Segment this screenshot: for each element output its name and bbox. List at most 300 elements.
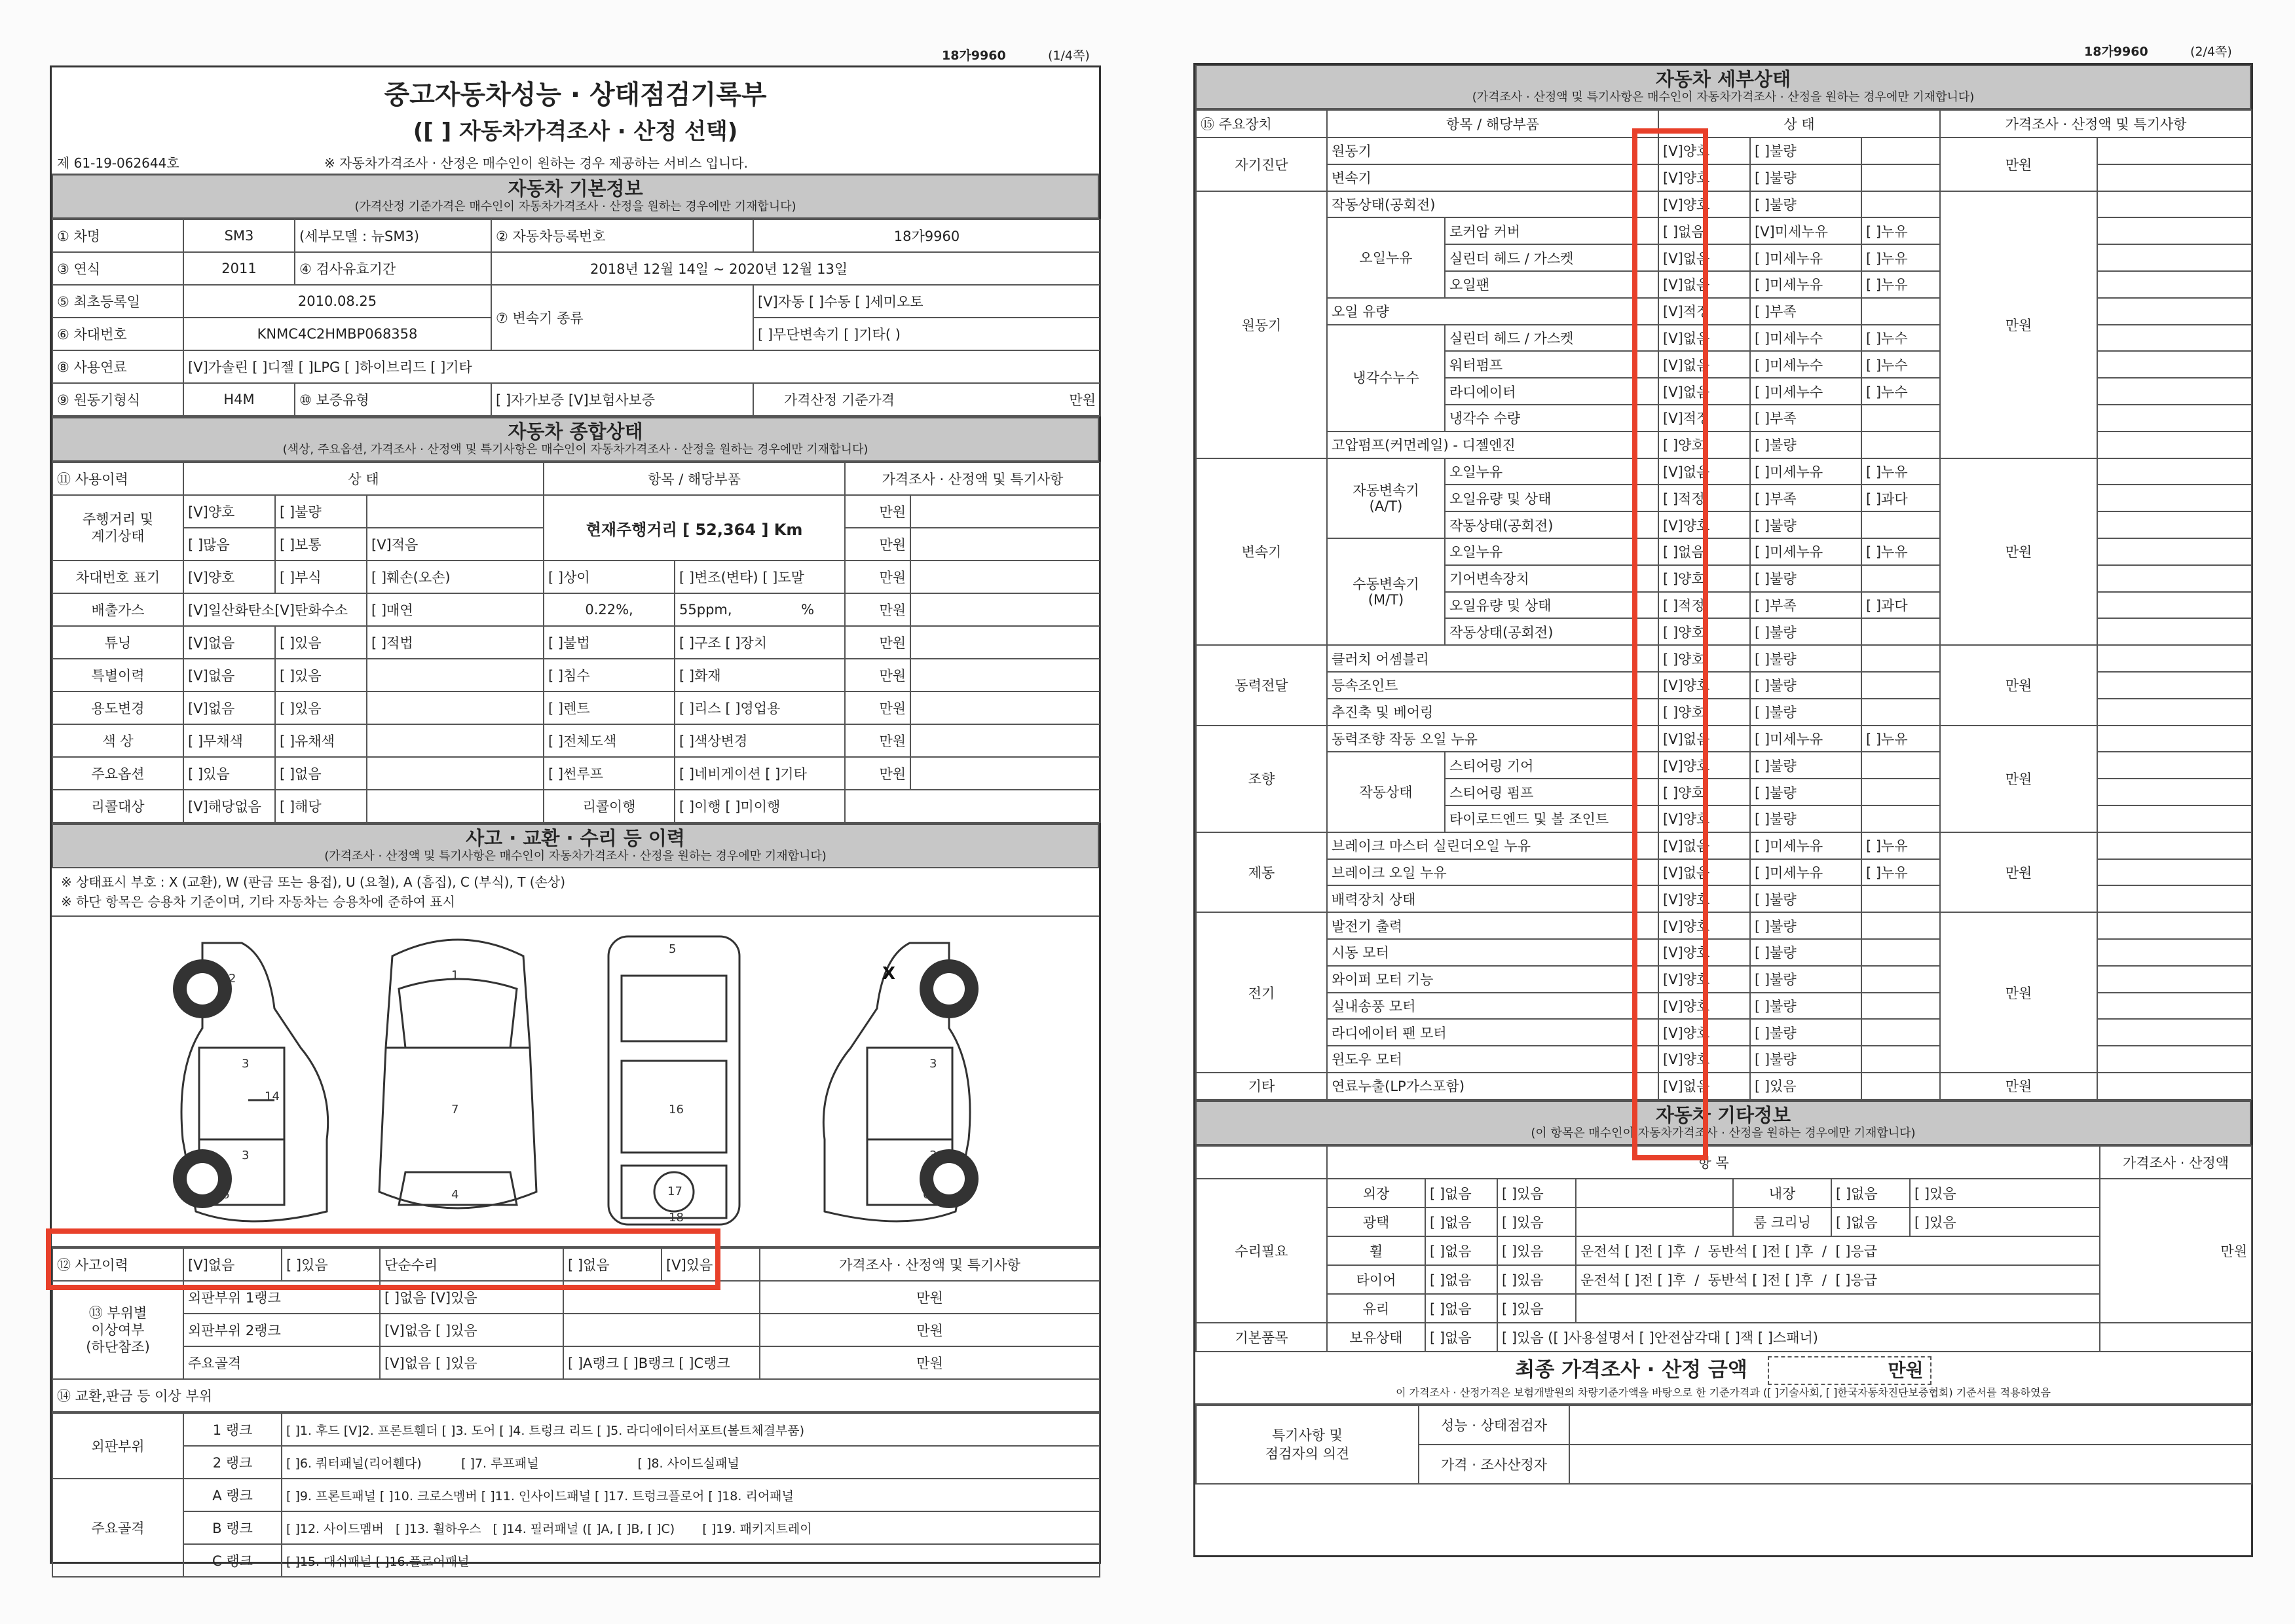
status-option-3: [ ]누유 bbox=[1861, 271, 1940, 298]
status-option-3 bbox=[1861, 138, 1940, 164]
price-note-cell bbox=[2097, 885, 2252, 912]
detail-row bbox=[1196, 726, 2252, 752]
status-option-2: [ ]부족 bbox=[1750, 592, 1861, 619]
use-business: [ ]영업용 bbox=[725, 701, 781, 716]
won-unit: 만원 bbox=[845, 757, 910, 790]
base-price bbox=[753, 383, 1100, 416]
header-price: 가격조사 · 산정액 및 특기사항 bbox=[1940, 110, 2252, 138]
status-option-3: [ ]누유 bbox=[1861, 859, 1940, 886]
price-note-cell bbox=[2097, 779, 2252, 805]
price-note-cell bbox=[2097, 726, 2252, 752]
final-price-section bbox=[1195, 1352, 2251, 1405]
status-option-2: [ ]불량 bbox=[1750, 912, 1861, 939]
rank-a-items: [ ]9. 프론트패널 [ ]10. 크로스멤버 [ ]11. 인사이드패널 [ ]17. 트렁크플로어 [ ]18. 리어패널 bbox=[282, 1479, 1100, 1511]
empty bbox=[910, 692, 1100, 724]
vin-painted: [ ]도말 bbox=[762, 570, 804, 585]
price-note-cell bbox=[2097, 298, 2252, 325]
final-price-box: 만원 bbox=[1768, 1356, 1931, 1385]
status-option-3: [ ]누수 bbox=[1861, 378, 1940, 405]
item-label: 냉각수 수량 bbox=[1445, 405, 1658, 432]
detail-row bbox=[1196, 138, 2252, 164]
gas-smoke: [ ]매연 bbox=[367, 593, 544, 626]
item-label: 오일팬 bbox=[1445, 271, 1658, 298]
won-unit: 만원 bbox=[2100, 1179, 2252, 1323]
status-option-2: [ ]불량 bbox=[1750, 966, 1861, 993]
frame-status bbox=[380, 1346, 563, 1379]
item-label: 동력조향 작동 오일 누유 bbox=[1327, 726, 1658, 752]
item-label: 작동상태(공회전) bbox=[1445, 618, 1658, 645]
status-option-2: [ ]부족 bbox=[1750, 485, 1861, 511]
outer2-status bbox=[380, 1314, 563, 1346]
device-subgroup-label: 수동변속기 (M/T) bbox=[1327, 538, 1445, 645]
valid-period bbox=[491, 252, 1100, 285]
status-option-2: [ ]불량 bbox=[1750, 191, 1861, 218]
status-option-3: [ ]누유 bbox=[1861, 458, 1940, 485]
status-option-2: [ ]불량 bbox=[1750, 805, 1861, 832]
status-option-2: [ ]불량 bbox=[1750, 939, 1861, 966]
label-vin: ⑥ 차대번호 bbox=[52, 318, 183, 350]
label-options: 주요옵션 bbox=[52, 757, 183, 790]
page-2 bbox=[1148, 0, 2295, 1624]
label-basic-items: 기본품목 bbox=[1196, 1323, 1327, 1352]
price-note-cell bbox=[2097, 565, 2252, 592]
gas-smoke-unit: % bbox=[801, 602, 815, 618]
recall-none: [V]해당없음 bbox=[183, 790, 275, 822]
status-option-3 bbox=[1861, 645, 1940, 672]
item-label: 타이로드엔드 및 볼 조인트 bbox=[1445, 805, 1658, 832]
status-option-2: [ ]미세누유 bbox=[1750, 726, 1861, 752]
status-option-3: [ ]누유 bbox=[1861, 726, 1940, 752]
repair-none: [ ]없음 bbox=[563, 1248, 662, 1281]
device-group-label: 원동기 bbox=[1196, 191, 1327, 458]
status-option-3 bbox=[1861, 565, 1940, 592]
item-label: 실내송풍 모터 bbox=[1327, 993, 1658, 1020]
form-frame-1 bbox=[50, 65, 1101, 1569]
label-base-price: 가격산정 기준가격 bbox=[784, 392, 895, 408]
status-option-3 bbox=[1861, 752, 1940, 779]
header-price-note: 가격조사 · 산정액 및 특기사항 bbox=[760, 1248, 1100, 1281]
option-yes: [ ]있음 bbox=[183, 757, 275, 790]
accident-yes: [ ]있음 bbox=[282, 1248, 380, 1281]
option-none: [ ]없음 bbox=[275, 757, 367, 790]
label-part-status: ⑬ 부위별 이상여부 (하단참조) bbox=[52, 1281, 183, 1379]
option-sunroof: [ ]썬루프 bbox=[544, 757, 675, 790]
label-main-frame-part: 주요골격 bbox=[52, 1479, 183, 1577]
status-option-1: [V]없음 bbox=[1658, 458, 1750, 485]
status-option-2: [ ]미세누유 bbox=[1750, 271, 1861, 298]
recall-yes: [ ]해당 bbox=[275, 790, 367, 822]
tune-structure: [ ]구조 bbox=[679, 635, 721, 651]
exterior-yes: [ ]있음 bbox=[1497, 1179, 1576, 1208]
price-note-cell bbox=[2097, 1073, 2252, 1099]
status-option-3: [ ]누수 bbox=[1861, 325, 1940, 352]
price-note-cell bbox=[2097, 939, 2252, 966]
trans-cvt: [ ]무단변속기 bbox=[758, 327, 840, 342]
outer2-yes: [ ]있음 bbox=[436, 1323, 477, 1338]
price-note-cell bbox=[2097, 1046, 2252, 1073]
label-gloss: 광택 bbox=[1327, 1208, 1425, 1236]
price-note-cell bbox=[2097, 699, 2252, 726]
status-option-2: [ ]불량 bbox=[1750, 511, 1861, 538]
empty bbox=[367, 495, 544, 528]
svg-text:3: 3 bbox=[242, 1149, 250, 1162]
status-option-1: [V]없음 bbox=[1658, 859, 1750, 886]
status-option-1: [V]없음 bbox=[1658, 832, 1750, 859]
color-achromatic: [ ]무채색 bbox=[183, 724, 275, 757]
outer2-none: [V]없음 bbox=[384, 1323, 432, 1338]
year-value: 2011 bbox=[183, 252, 295, 285]
remarks-table bbox=[1195, 1405, 2252, 1485]
status-option-3 bbox=[1861, 993, 1940, 1020]
empty bbox=[910, 495, 1100, 528]
vin-good: [V]양호 bbox=[183, 561, 275, 593]
status-option-3: [ ]누유 bbox=[1861, 217, 1940, 244]
svg-text:5: 5 bbox=[669, 942, 677, 956]
status-option-3 bbox=[1861, 779, 1940, 805]
price-note-cell bbox=[2097, 645, 2252, 672]
status-option-1: [V]양호 bbox=[1658, 138, 1750, 164]
label-color: 색 상 bbox=[52, 724, 183, 757]
owned-items: [ ]있음 ([ ]사용설명서 [ ]안전삼각대 [ ]잭 [ ]스패너) bbox=[1497, 1323, 2100, 1352]
valid-to: 2020년 12월 13일 bbox=[729, 261, 848, 277]
status-option-2: [ ]불량 bbox=[1750, 432, 1861, 458]
status-option-1: [V]양호 bbox=[1658, 164, 1750, 191]
label-use-change: 용도변경 bbox=[52, 692, 183, 724]
vin-altered: [ ]변조(변타) bbox=[679, 570, 758, 585]
item-label: 추진축 및 베어링 bbox=[1327, 699, 1658, 726]
gas-co: [V]일산화탄소 bbox=[188, 602, 275, 618]
status-option-2: [ ]불량 bbox=[1750, 779, 1861, 805]
status-option-1: [ ]양호 bbox=[1658, 699, 1750, 726]
status-option-2: [ ]불량 bbox=[1750, 565, 1861, 592]
label-outer-rank1: 외판부위 1랭크 bbox=[183, 1281, 380, 1314]
wheel-none: [ ]없음 bbox=[1425, 1236, 1497, 1265]
special-none: [V]없음 bbox=[183, 659, 275, 692]
status-option-1: [V]없음 bbox=[1658, 271, 1750, 298]
section-subtitle: (가격조사 · 산정액 및 특기사항은 매수인이 자동차가격조사 · 산정을 원하는 경우에만 기재합니다) bbox=[324, 849, 827, 863]
won-unit: 만원 bbox=[1940, 138, 2097, 191]
rank2-items: [ ]6. 쿼터패널(리어휀다) [ ]7. 루프패널 [ ]8. 사이드실패널 bbox=[282, 1446, 1100, 1479]
status-highlight-box bbox=[1632, 128, 1708, 1160]
status-option-1: [ ]양호 bbox=[1658, 432, 1750, 458]
owned-none: [ ]없음 bbox=[1425, 1323, 1497, 1352]
section-title: 자동차 종합상태 bbox=[508, 420, 643, 443]
status-option-2: [ ]미세누유 bbox=[1750, 538, 1861, 565]
status-option-1: [V]양호 bbox=[1658, 511, 1750, 538]
status-option-3 bbox=[1861, 164, 1940, 191]
status-option-2: [ ]불량 bbox=[1750, 618, 1861, 645]
detail-row bbox=[1196, 1073, 2252, 1099]
overall-table bbox=[52, 462, 1101, 823]
reg-note: ※ 자동차가격조사 · 산정은 매수인이 원하는 경우 제공하는 서비스 입니다. bbox=[324, 155, 748, 171]
svg-text:4: 4 bbox=[451, 1188, 459, 1202]
detail-row bbox=[1196, 912, 2252, 939]
price-note-cell bbox=[2097, 966, 2252, 993]
device-group-label: 자기진단 bbox=[1196, 138, 1327, 191]
label-wheel: 휠 bbox=[1327, 1236, 1425, 1265]
header-price: 가격조사 · 산정액 및 특기사항 bbox=[845, 462, 1100, 495]
accident-none: [V]없음 bbox=[183, 1248, 282, 1281]
mileage-good: [V]양호 bbox=[183, 495, 275, 528]
tire-yes: [ ]있음 bbox=[1497, 1265, 1576, 1294]
item-label: 라디에이터 bbox=[1445, 378, 1658, 405]
status-option-1: [V]없음 bbox=[1658, 726, 1750, 752]
form-title: 중고자동차성능 · 상태점검기록부 bbox=[384, 80, 767, 110]
svg-text:2: 2 bbox=[229, 972, 236, 986]
status-option-2: [ ]미세누수 bbox=[1750, 351, 1861, 378]
won-unit: 만원 bbox=[1940, 912, 2097, 1073]
price-note-cell bbox=[2097, 244, 2252, 271]
header-price: 가격조사 · 산정액 bbox=[2100, 1146, 2252, 1179]
reg-number-value: 18가9960 bbox=[753, 219, 1100, 252]
status-option-1: [V]양호 bbox=[1658, 191, 1750, 218]
outer1-none: [ ]없음 bbox=[384, 1290, 426, 1306]
status-option-1: [V]양호 bbox=[1658, 966, 1750, 993]
item-label: 연료누출(LP가스포함) bbox=[1327, 1073, 1658, 1099]
header-device: ⑮ 주요장치 bbox=[1196, 110, 1327, 138]
section-subtitle: (이 항목은 매수인이 자동차가격조사 · 산정을 원하는 경우에만 기재합니다) bbox=[1531, 1126, 1916, 1140]
final-price-line bbox=[1195, 1356, 2251, 1385]
status-option-1: [V]양호 bbox=[1658, 993, 1750, 1020]
interior-none: [ ]없음 bbox=[1831, 1179, 1910, 1208]
item-label: 오일누유 bbox=[1445, 538, 1658, 565]
price-note-cell bbox=[2097, 378, 2252, 405]
price-note-cell bbox=[2097, 164, 2252, 191]
empty bbox=[910, 757, 1100, 790]
svg-text:3: 3 bbox=[929, 1149, 937, 1162]
use-yes: [ ]있음 bbox=[275, 692, 367, 724]
vin-damage: [ ]훼손(오손) bbox=[367, 561, 544, 593]
page-number: (2/4쪽) bbox=[2190, 45, 2232, 59]
empty bbox=[367, 757, 544, 790]
won-unit: 만원 bbox=[1940, 832, 2097, 912]
label-rank2: 2 랭크 bbox=[183, 1446, 282, 1479]
use-none: [V]없음 bbox=[183, 692, 275, 724]
detail-table bbox=[1195, 109, 2252, 1100]
mileage-normal: [ ]보통 bbox=[275, 528, 367, 561]
price-note-cell bbox=[2097, 912, 2252, 939]
form-frame-2 bbox=[1193, 63, 2253, 1557]
price-note-cell bbox=[2097, 511, 2252, 538]
car-frame-view bbox=[608, 936, 739, 1225]
gas-values bbox=[675, 593, 845, 626]
label-glass: 유리 bbox=[1327, 1294, 1425, 1323]
status-option-1: [V]없음 bbox=[1658, 325, 1750, 352]
fuel-gasoline: [V]가솔린 bbox=[188, 360, 248, 375]
item-label: 스티어링 펌프 bbox=[1445, 779, 1658, 805]
status-option-3 bbox=[1861, 405, 1940, 432]
car-model: (세부모델 : 뉴SM3) bbox=[295, 219, 491, 252]
label-exterior: 외장 bbox=[1327, 1179, 1425, 1208]
vin-value: KNMC4C2HMBP068358 bbox=[183, 318, 491, 350]
tune-legal: [ ]적법 bbox=[367, 626, 544, 659]
symbol-notes bbox=[52, 868, 1099, 917]
status-option-1: [V]양호 bbox=[1658, 885, 1750, 912]
device-subgroup-label: 자동변속기 (A/T) bbox=[1327, 458, 1445, 538]
empty bbox=[367, 659, 544, 692]
use-more bbox=[675, 692, 845, 724]
won-unit: 만원 bbox=[760, 1281, 1100, 1314]
svg-text:7: 7 bbox=[451, 1103, 459, 1116]
status-option-3 bbox=[1861, 511, 1940, 538]
price-note-cell bbox=[2097, 191, 2252, 218]
price-note-cell bbox=[2097, 805, 2252, 832]
label-tuning: 튜닝 bbox=[52, 626, 183, 659]
price-note-cell bbox=[2097, 405, 2252, 432]
item-label: 워터펌프 bbox=[1445, 351, 1658, 378]
section-overall bbox=[52, 416, 1099, 462]
header-status: 상 태 bbox=[1658, 110, 1940, 138]
price-note-cell bbox=[2097, 832, 2252, 859]
empty bbox=[910, 659, 1100, 692]
price-note-cell bbox=[2097, 432, 2252, 458]
won-unit: 만원 bbox=[845, 659, 910, 692]
mileage-bad: [ ]불량 bbox=[275, 495, 367, 528]
label-accident: ⑫ 사고이력 bbox=[52, 1248, 183, 1281]
device-group-label: 제동 bbox=[1196, 832, 1327, 912]
section-detail bbox=[1195, 65, 2251, 109]
frame-none: [V]없음 bbox=[384, 1356, 432, 1371]
label-rank-a: A 랭크 bbox=[183, 1479, 282, 1511]
detail-row bbox=[1196, 832, 2252, 859]
label-reg-number: ② 자동차등록번호 bbox=[491, 219, 753, 252]
empty bbox=[2100, 1323, 2252, 1352]
item-label: 등속조인트 bbox=[1327, 672, 1658, 699]
svg-text:14: 14 bbox=[265, 1090, 280, 1103]
warranty-options bbox=[491, 383, 753, 416]
section-title: 자동차 세부상태 bbox=[1655, 68, 1791, 90]
item-label: 라디에이터 팬 모터 bbox=[1327, 1019, 1658, 1046]
reg-line bbox=[52, 147, 1099, 174]
color-change: [ ]색상변경 bbox=[675, 724, 845, 757]
status-option-2: [ ]불량 bbox=[1750, 1046, 1861, 1073]
item-label: 윈도우 모터 bbox=[1327, 1046, 1658, 1073]
item-label: 발전기 출력 bbox=[1327, 912, 1658, 939]
status-option-2: [ ]부족 bbox=[1750, 405, 1861, 432]
fuel-options bbox=[183, 350, 1100, 383]
rank1-items: [ ]1. 후드 [V]2. 프론트휀더 [ ]3. 도어 [ ]4. 트렁크 리드 [ ]5. 라디에이터서포트(볼트체결부품) bbox=[282, 1413, 1100, 1446]
price-note-cell bbox=[2097, 993, 2252, 1020]
header-status: 상 태 bbox=[183, 462, 544, 495]
car-diagram-area bbox=[52, 917, 1099, 1247]
label-appraiser: 가격 · 조사산정자 bbox=[1419, 1445, 1569, 1484]
doc-number: 18가9960 bbox=[942, 48, 1006, 63]
tune-none: [V]없음 bbox=[183, 626, 275, 659]
empty bbox=[910, 593, 1100, 626]
glass-none: [ ]없음 bbox=[1425, 1294, 1497, 1323]
won-unit: 만원 bbox=[760, 1314, 1100, 1346]
price-note-cell bbox=[2097, 138, 2252, 164]
tire-position: 운전석 [ ]전 [ ]후 / 동반석 [ ]전 [ ]후 / [ ]응급 bbox=[1576, 1265, 2100, 1294]
gloss-none: [ ]없음 bbox=[1425, 1208, 1497, 1236]
empty bbox=[845, 790, 1100, 822]
final-price-note: 이 가격조사 · 산정가격은 보험개발원의 차량기준가액을 바탕으로 한 기준가격과 ([ ]기술사회, [ ]한국자동차진단보증협회) 기준서를 적용하였음 bbox=[1396, 1386, 2051, 1399]
item-label: 오일 유량 bbox=[1327, 298, 1658, 325]
price-note-cell bbox=[2097, 217, 2252, 244]
status-option-3 bbox=[1861, 912, 1940, 939]
device-group-label: 조향 bbox=[1196, 726, 1327, 832]
price-note-cell bbox=[2097, 351, 2252, 378]
status-option-1: [ ]적정 bbox=[1658, 485, 1750, 511]
recall-not-done: [ ]미이행 bbox=[725, 799, 781, 815]
label-rank1: 1 랭크 bbox=[183, 1413, 282, 1446]
status-option-2: [ ]불량 bbox=[1750, 993, 1861, 1020]
won-unit: 만원 bbox=[845, 593, 910, 626]
option-navi: [ ]네비게이션 bbox=[679, 766, 761, 782]
option-other: [ ]기타 bbox=[765, 766, 807, 782]
status-option-3: [ ]누유 bbox=[1861, 538, 1940, 565]
svg-text:6: 6 bbox=[923, 1188, 931, 1202]
status-option-1: [V]양호 bbox=[1658, 1019, 1750, 1046]
label-emission: 배출가스 bbox=[52, 593, 183, 626]
won-unit: 만원 bbox=[1940, 1073, 2097, 1099]
svg-text:16: 16 bbox=[669, 1103, 684, 1116]
fuel-hybrid: [ ]하이브리드 bbox=[345, 360, 426, 375]
status-option-1: [V]양호 bbox=[1658, 1046, 1750, 1073]
item-label: 오일유량 및 상태 bbox=[1445, 592, 1658, 619]
status-option-2: [V]미세누유 bbox=[1750, 217, 1861, 244]
label-valid-period: ④ 검사유효기간 bbox=[295, 252, 491, 285]
section-title: 사고 · 교환 · 수리 등 이력 bbox=[466, 827, 685, 849]
price-note-cell bbox=[2097, 592, 2252, 619]
status-option-3 bbox=[1861, 885, 1940, 912]
label-transmission: ⑦ 변속기 종류 bbox=[491, 285, 753, 350]
item-label: 배력장치 상태 bbox=[1327, 885, 1658, 912]
current-mileage: 현재주행거리 [ 52,364 ] Km bbox=[544, 495, 845, 561]
trans-other: [ ]기타( ) bbox=[844, 327, 901, 342]
device-group-label: 기타 bbox=[1196, 1073, 1327, 1099]
status-option-1: [V]적정 bbox=[1658, 298, 1750, 325]
svg-text:3: 3 bbox=[242, 1057, 250, 1071]
tune-yes: [ ]있음 bbox=[275, 626, 367, 659]
status-option-2: [ ]미세누유 bbox=[1750, 244, 1861, 271]
won-unit: 만원 bbox=[845, 626, 910, 659]
label-rank-c: C 랭크 bbox=[183, 1544, 282, 1577]
price-note-cell bbox=[2097, 618, 2252, 645]
label-recall-done: 리콜이행 bbox=[544, 790, 675, 822]
label-outer-part: 외판부위 bbox=[52, 1413, 183, 1479]
other-info-table bbox=[1195, 1145, 2252, 1352]
label-recall: 리콜대상 bbox=[52, 790, 183, 822]
svg-text:6: 6 bbox=[222, 1188, 230, 1202]
svg-text:3: 3 bbox=[929, 1057, 937, 1071]
use-rent: [ ]렌트 bbox=[544, 692, 675, 724]
label-simple-repair: 단순수리 bbox=[380, 1248, 563, 1281]
section-title: 자동차 기타정보 bbox=[1655, 1103, 1791, 1126]
item-label: 작동상태(공회전) bbox=[1445, 511, 1658, 538]
fuel-other: [ ]기타 bbox=[430, 360, 472, 375]
transmission-row2 bbox=[753, 318, 1100, 350]
status-option-1: [ ]양호 bbox=[1658, 565, 1750, 592]
reg-number: 제 61-19-062644호 bbox=[57, 155, 179, 171]
won-unit: 만원 bbox=[1940, 645, 2097, 725]
status-option-2: [ ]불량 bbox=[1750, 752, 1861, 779]
label-main-frame: 주요골격 bbox=[183, 1346, 380, 1379]
item-label: 변속기 bbox=[1327, 164, 1658, 191]
status-option-3 bbox=[1861, 966, 1940, 993]
detail-row bbox=[1196, 645, 2252, 672]
item-label: 고압펌프(커먼레일) - 디젤엔진 bbox=[1327, 432, 1658, 458]
status-option-1: [ ]양호 bbox=[1658, 618, 1750, 645]
label-repair-needed: 수리필요 bbox=[1196, 1179, 1327, 1323]
item-label: 원동기 bbox=[1327, 138, 1658, 164]
status-option-3 bbox=[1861, 432, 1940, 458]
tune-device: [ ]장치 bbox=[725, 635, 767, 651]
cleaning-yes: [ ]있음 bbox=[1910, 1208, 2100, 1236]
status-option-2: [ ]불량 bbox=[1750, 164, 1861, 191]
form-subtitle: ([ ] 자동차가격조사 · 산정 선택) bbox=[413, 119, 738, 145]
item-label: 시동 모터 bbox=[1327, 939, 1658, 966]
